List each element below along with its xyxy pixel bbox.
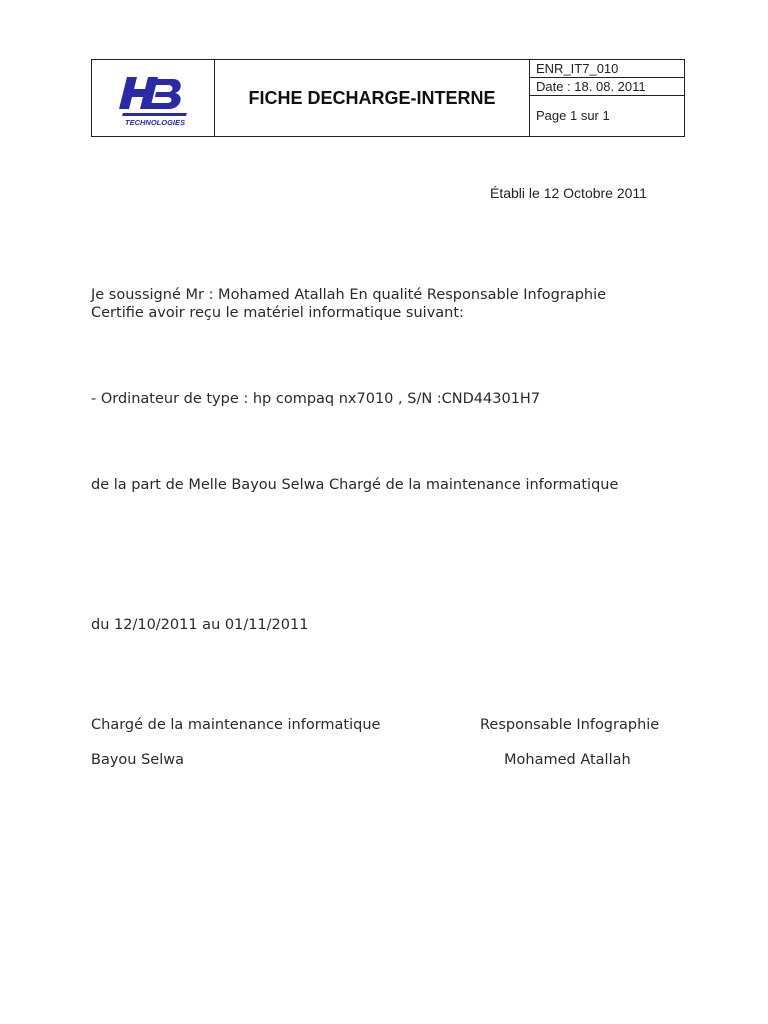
company-logo [117,67,189,129]
period-line: du 12/10/2011 au 01/11/2011 [91,617,309,633]
provider-line: de la part de Melle Bayou Selwa Chargé de la maintenance informatique [91,477,619,493]
statement-line-2: Certifie avoir reçu le matériel informatique suivant: [91,305,464,321]
document-ref: ENR_IT7_010 [530,60,684,78]
left-signatory-role: Chargé de la maintenance informatique [91,717,381,733]
document-date: Date : 18. 08. 2011 [530,78,684,96]
document-title: FICHE DECHARGE-INTERNE [215,60,530,137]
logo-cell [92,60,215,137]
right-signatory-name: Mohamed Atallah [504,752,631,768]
right-signatory-role: Responsable Infographie [480,717,660,733]
established-date: Établi le 12 Octobre 2011 [490,185,647,201]
page-number: Page 1 sur 1 [536,108,610,123]
equipment-item: - Ordinateur de type : hp compaq nx7010 , S/N :CND44301H7 [91,391,541,407]
left-signatory-name: Bayou Selwa [91,752,184,768]
document-header [91,59,685,137]
statement-line-1: Je soussigné Mr : Mohamed Atallah En qualité Responsable Infographie [91,287,607,303]
logo-text: TECHNOLOGIES [124,118,186,127]
document-meta [530,60,685,137]
